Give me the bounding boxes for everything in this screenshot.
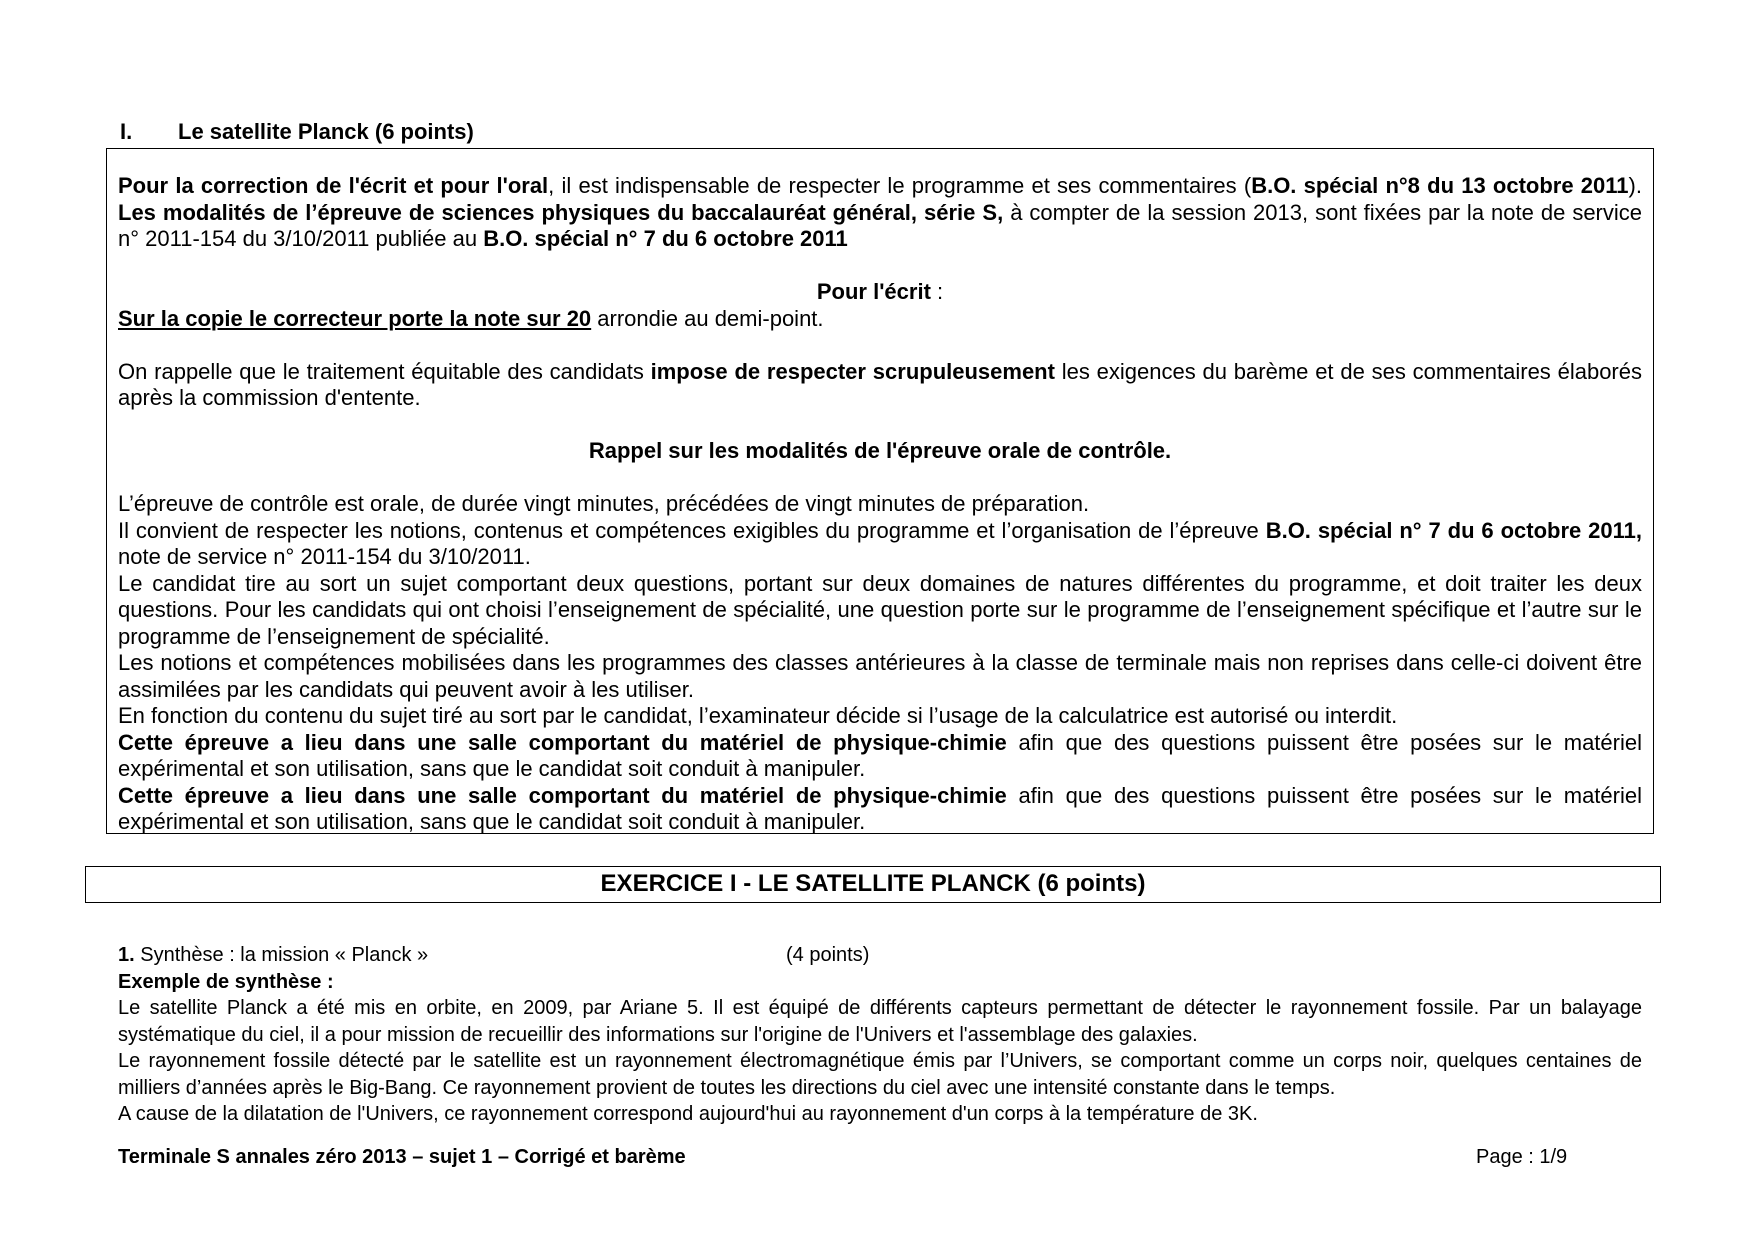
question-points: (4 points) — [786, 944, 870, 966]
text: note de service n° 2011-154 du 3/10/2011. — [118, 544, 531, 569]
oral-line — [118, 730, 1642, 783]
bold-text: Les modalités de l’épreuve de sciences physiques du baccalauréat général, série S, — [118, 199, 1004, 225]
synthesis-paragraph: A cause de la dilatation de l'Univers, ce rayonnement correspond aujourd'hui au rayonnement d'un corps à la température de 3K. — [118, 1103, 1258, 1125]
text: , il est indispensable de respecter le programme et ses commentaires ( — [548, 173, 1252, 198]
question-1-block — [118, 942, 1642, 1128]
text: arrondie au demi-point. — [591, 305, 824, 331]
instructions-content — [118, 173, 1642, 836]
exercise-title-box — [85, 866, 1661, 903]
bold-text: Cette épreuve a lieu dans une salle comportant du matériel de physique-chimie — [118, 782, 1007, 808]
footer-title: Terminale S annales zéro 2013 – sujet 1 – Corrigé et barème — [118, 1146, 686, 1168]
text: ). — [1628, 173, 1642, 198]
exercise-title: EXERCICE I - LE SATELLITE PLANCK (6 points) — [600, 870, 1146, 897]
example-heading — [118, 969, 1642, 996]
bold-text: Cette épreuve a lieu dans une salle comportant du matériel de physique-chimie — [118, 729, 1007, 755]
question-label: Synthèse : la mission « Planck » — [134, 944, 429, 966]
bold-text: Pour la correction de l'écrit et pour l'oral — [118, 173, 549, 198]
text: Il convient de respecter les notions, contenus et compétences exigibles du programme et l’organisation de l’épreuve — [118, 517, 1266, 543]
text: : — [930, 279, 944, 304]
text: les exigences du barème et de ses commentaires élaborés après la commission d'entente. — [118, 358, 1642, 410]
oral-line: Les notions et compétences mobilisées dans les programmes des classes antérieures à la classe de terminale mais non reprises dans celle-ci doivent être assimilées par les candidats qui peuvent avoir à les utiliser. — [118, 650, 1642, 702]
bold-text: Rappel sur les modalités de l'épreuve orale de contrôle. — [588, 438, 1172, 463]
oral-line: Le candidat tire au sort un sujet comportant deux questions, portant sur deux domaines de natures différentes du programme, et doit traiter les deux questions. Pour les candidats qui ont choisi l’enseignement de spécialité, une question porte sur le programme de l’enseignement spécifique et l’autre sur le programme de l’enseignement de spécialité. — [118, 570, 1642, 649]
text: à compter de la session 2013, sont fixées par la note de service n° 2011-154 du 3/10/2011 publiée au — [118, 199, 1643, 251]
oral-heading — [118, 438, 1642, 465]
ecrit-note — [118, 306, 1642, 333]
oral-line — [118, 783, 1642, 836]
rappel-paragraph — [118, 359, 1642, 412]
bold-text: B.O. spécial n° 7 du 6 octobre 2011 — [483, 226, 848, 251]
text: afin que des questions puissent être posées sur le matériel expérimental et son utilisation, sans que le candidat soit conduit à manipuler. — [118, 782, 1642, 834]
page-number: Page : 1/9 — [1476, 1146, 1568, 1168]
intro-paragraph — [118, 173, 1642, 253]
text: On rappelle que le traitement équitable des candidats — [118, 358, 651, 384]
oral-line — [118, 518, 1642, 571]
bold-text: Exemple de synthèse : — [118, 970, 334, 993]
ecrit-heading — [118, 279, 1642, 306]
bold-text: Pour l'écrit — [816, 279, 931, 304]
oral-line: En fonction du contenu du sujet tiré au sort par le candidat, l’examinateur décide si l’usage de la calculatrice est autorisé ou interdit. — [118, 703, 1398, 728]
oral-line: L’épreuve de contrôle est orale, de durée vingt minutes, précédées de vingt minutes de préparation. — [118, 491, 1090, 516]
bold-text: B.O. spécial n° 7 du 6 octobre 2011, — [1265, 517, 1643, 543]
section-title: Le satellite Planck (6 points) — [178, 119, 474, 144]
bold-text: B.O. spécial n°8 du 13 octobre 2011 — [1251, 173, 1629, 198]
question-1-line — [118, 942, 1642, 969]
section-heading — [120, 118, 474, 146]
text: afin que des questions puissent être posées sur le matériel expérimental et son utilisation, sans que le candidat soit conduit à manipuler. — [118, 729, 1642, 781]
synthesis-paragraph: Le satellite Planck a été mis en orbite, en 2009, par Ariane 5. Il est équipé de différents capteurs permettant de détecter le rayonnement fossile. Par un balayage systématique du ciel, il a pour mission de recueillir des informations sur l'origine de l'Univers et l'assemblage des galaxies. — [118, 997, 1642, 1046]
underlined-bold-text: Sur la copie le correcteur porte la note sur 20 — [118, 305, 592, 331]
question-number: 1. — [118, 944, 135, 966]
synthesis-paragraph: Le rayonnement fossile détecté par le satellite est un rayonnement électromagnétique émis par l’Univers, se comportant comme un corps noir, quelques centaines de milliers d’années après le Big-Bang. Ce rayonnement provient de toutes les directions du ciel avec une intensité constante dans le temps. — [118, 1050, 1642, 1099]
section-number: I. — [120, 119, 133, 144]
bold-text: impose de respecter scrupuleusement — [650, 358, 1055, 384]
